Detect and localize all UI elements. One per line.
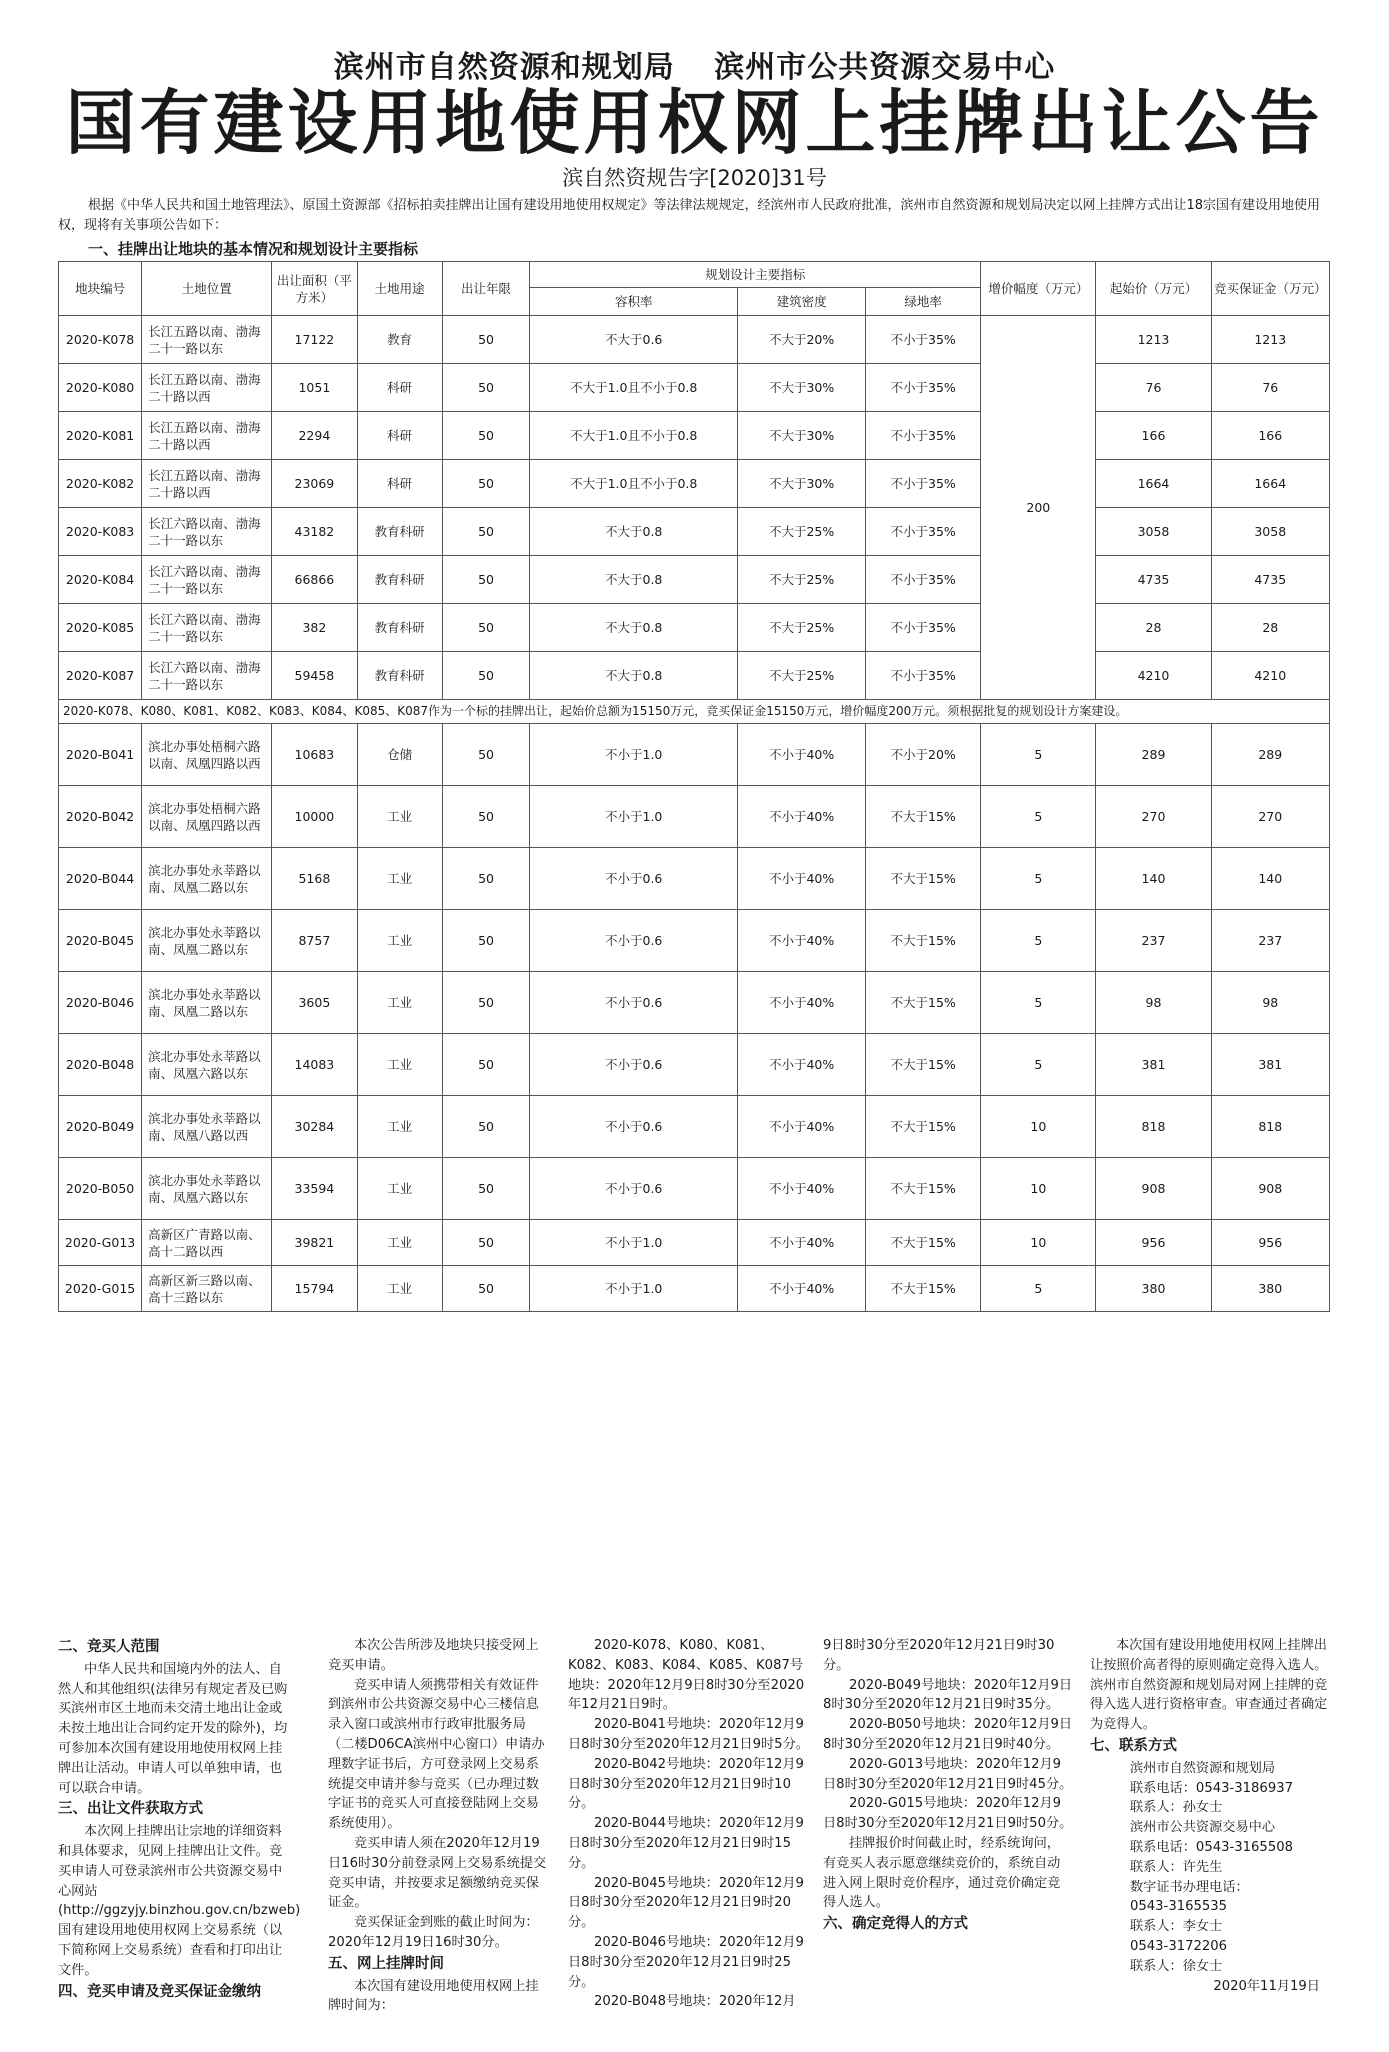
- location-cell: 长江六路以南、渤海二十一路以东: [142, 604, 272, 652]
- far-cell: 不小于1.0: [530, 1266, 738, 1312]
- density-cell: 不小于40%: [738, 1266, 866, 1312]
- column-3: [568, 1636, 816, 2012]
- cert-phone-label: 数字证书办理电话：: [1130, 1879, 1249, 1895]
- use-cell: 工业: [357, 1220, 442, 1266]
- area-cell: 17122: [272, 316, 357, 364]
- table-row: [59, 460, 1330, 508]
- use-cell: 工业: [357, 910, 442, 972]
- use-cell: 科研: [357, 364, 442, 412]
- green-cell: 不大于15%: [866, 1266, 981, 1312]
- column-5: [1090, 1636, 1330, 1996]
- green-cell: 不小于35%: [866, 604, 981, 652]
- parcel-id-cell: 2020-K080: [59, 364, 142, 412]
- col4-para-4: 2020-G015号地块：2020年12月9日8时30分至2020年12月21日9时50分。: [823, 1796, 1073, 1832]
- deposit-cell: 4735: [1211, 556, 1329, 604]
- area-cell: 59458: [272, 652, 357, 700]
- section-3-text: 本次网上挂牌出让宗地的详细资料和具体要求，见网上挂牌出让文件。竞买申请人可登录滨州市公共资源交易中心网站(http://ggzyjy.binzhou.gov.cn/bzweb)国有建设用地使用权网上交易系统（以下简称网上交易系统）查看和打印出让文件。: [58, 1824, 301, 1978]
- col-header-area: 出让面积（平方米）: [272, 262, 357, 316]
- area-cell: 8757: [272, 910, 357, 972]
- deposit-cell: 270: [1211, 786, 1329, 848]
- use-cell: 工业: [357, 972, 442, 1034]
- area-cell: 3605: [272, 972, 357, 1034]
- section-4-title: 四、竞买申请及竞买保证金缴纳: [58, 1983, 261, 2000]
- col4-para-3: 2020-G013号地块：2020年12月9日8时30分至2020年12月21日9时45分。: [823, 1756, 1073, 1792]
- section-6-title: 六、确定竞得人的方式: [823, 1916, 968, 1933]
- green-cell: 不大于15%: [866, 910, 981, 972]
- table-row: [59, 1158, 1330, 1220]
- start-price-cell: 3058: [1096, 508, 1211, 556]
- col-header-location: 土地位置: [142, 262, 272, 316]
- table-row: [59, 316, 1330, 364]
- col-header-term: 出让年限: [442, 262, 529, 316]
- deposit-cell: 289: [1211, 724, 1329, 786]
- green-cell: 不小于35%: [866, 316, 981, 364]
- use-cell: 科研: [357, 412, 442, 460]
- area-cell: 382: [272, 604, 357, 652]
- col-header-increment: 增价幅度（万元）: [981, 262, 1096, 316]
- col2-para-1: 本次公告所涉及地块只接受网上竞买申请。: [328, 1638, 539, 1673]
- parcel-id-cell: 2020-B044: [59, 848, 142, 910]
- term-cell: 50: [442, 1158, 529, 1220]
- location-cell: 滨北办事处永莘路以南、凤凰二路以东: [142, 848, 272, 910]
- contact-org-1: 滨州市自然资源和规划局: [1130, 1760, 1276, 1776]
- far-cell: 不大于1.0且不小于0.8: [530, 460, 738, 508]
- table-row: [59, 1266, 1330, 1312]
- col3-para-5: 2020-B045号地块：2020年12月9日8时30分至2020年12月21日9时20分。: [568, 1875, 804, 1931]
- term-cell: 50: [442, 460, 529, 508]
- deposit-cell: 381: [1211, 1034, 1329, 1096]
- col3-para-7: 2020-B048号地块：2020年12月: [594, 1994, 796, 2010]
- col-header-start-price: 起始价（万元）: [1096, 262, 1211, 316]
- increment-cell: 5: [981, 848, 1096, 910]
- density-cell: 不大于25%: [738, 508, 866, 556]
- area-cell: 33594: [272, 1158, 357, 1220]
- table-row: [59, 972, 1330, 1034]
- area-cell: 30284: [272, 1096, 357, 1158]
- col-header-far: 容积率: [530, 288, 738, 316]
- far-cell: 不小于0.6: [530, 1034, 738, 1096]
- density-cell: 不小于40%: [738, 972, 866, 1034]
- location-cell: 高新区新三路以南、高十三路以东: [142, 1266, 272, 1312]
- col2-para-4: 竞买保证金到账的截止时间为：2020年12月19日16时30分。: [328, 1915, 539, 1950]
- term-cell: 50: [442, 972, 529, 1034]
- term-cell: 50: [442, 316, 529, 364]
- area-cell: 15794: [272, 1266, 357, 1312]
- table-row: [59, 364, 1330, 412]
- document-number: 滨自然资规告字[2020]31号: [562, 166, 827, 190]
- green-cell: 不大于15%: [866, 1158, 981, 1220]
- cert-person-2: 联系人：徐女士: [1130, 1958, 1223, 1974]
- far-cell: 不大于1.0且不小于0.8: [530, 412, 738, 460]
- area-cell: 66866: [272, 556, 357, 604]
- density-cell: 不大于25%: [738, 652, 866, 700]
- far-cell: 不大于0.8: [530, 652, 738, 700]
- column-4: [823, 1636, 1073, 1937]
- cert-phone-2: 0543-3172206: [1130, 1938, 1228, 1954]
- increment-cell: 5: [981, 786, 1096, 848]
- increment-cell: 5: [981, 1266, 1096, 1312]
- col4-para-0: 9日8时30分至2020年12月21日9时30分。: [823, 1638, 1055, 1673]
- term-cell: 50: [442, 1096, 529, 1158]
- increment-cell: 10: [981, 1158, 1096, 1220]
- location-cell: 长江六路以南、渤海二十一路以东: [142, 556, 272, 604]
- increment-cell: 5: [981, 972, 1096, 1034]
- use-cell: 工业: [357, 786, 442, 848]
- term-cell: 50: [442, 652, 529, 700]
- location-cell: 长江五路以南、渤海二十路以西: [142, 364, 272, 412]
- location-cell: 滨北办事处梧桐六路以南、凤凰四路以西: [142, 786, 272, 848]
- col-header-use: 土地用途: [357, 262, 442, 316]
- area-cell: 14083: [272, 1034, 357, 1096]
- term-cell: 50: [442, 910, 529, 972]
- table-row: [59, 1034, 1330, 1096]
- col-header-plan-group: 规划设计主要指标: [530, 262, 981, 288]
- table-row: [59, 724, 1330, 786]
- far-cell: 不大于1.0且不小于0.8: [530, 364, 738, 412]
- start-price-cell: 380: [1096, 1266, 1211, 1312]
- parcel-id-cell: 2020-G015: [59, 1266, 142, 1312]
- section-2-title: 二、竞买人范围: [58, 1639, 160, 1655]
- start-price-cell: 289: [1096, 724, 1211, 786]
- density-cell: 不小于40%: [738, 848, 866, 910]
- use-cell: 教育科研: [357, 652, 442, 700]
- col3-para-1: 2020-K078、K080、K081、K082、K083、K084、K085、K087号地块：2020年12月9日8时30分至2020年12月21日9时。: [568, 1638, 805, 1713]
- start-price-cell: 270: [1096, 786, 1211, 848]
- use-cell: 教育: [357, 316, 442, 364]
- parcel-id-cell: 2020-K087: [59, 652, 142, 700]
- col4-para-2: 2020-B050号地块：2020年12月9日8时30分至2020年12月21日9时40分。: [823, 1717, 1073, 1752]
- start-price-cell: 140: [1096, 848, 1211, 910]
- area-cell: 39821: [272, 1220, 357, 1266]
- increment-merged-cell: 200: [981, 316, 1096, 700]
- location-cell: 高新区广青路以南、高十二路以西: [142, 1220, 272, 1266]
- start-price-cell: 1664: [1096, 460, 1211, 508]
- col2-para-3: 竞买申请人须在2020年12月19日16时30分前登录网上交易系统提交竞买申请，并按要求足额缴纳竞买保证金。: [328, 1835, 547, 1911]
- col4-para-5: 挂牌报价时间截止时，经系统询问，有竞买人表示愿意继续竞价的，系统自动进入网上限时竞价程序，通过竞价确定竞得人选人。: [823, 1835, 1061, 1911]
- far-cell: 不小于0.6: [530, 1096, 738, 1158]
- contact-org-2: 滨州市公共资源交易中心: [1130, 1820, 1276, 1836]
- use-cell: 工业: [357, 848, 442, 910]
- far-cell: 不小于0.6: [530, 910, 738, 972]
- parcel-id-cell: 2020-K083: [59, 508, 142, 556]
- location-cell: 滨北办事处永莘路以南、凤凰八路以西: [142, 1096, 272, 1158]
- start-price-cell: 166: [1096, 412, 1211, 460]
- start-price-cell: 76: [1096, 364, 1211, 412]
- parcel-id-cell: 2020-B042: [59, 786, 142, 848]
- start-price-cell: 381: [1096, 1034, 1211, 1096]
- table-row: [59, 412, 1330, 460]
- use-cell: 教育科研: [357, 604, 442, 652]
- area-cell: 1051: [272, 364, 357, 412]
- deposit-cell: 4210: [1211, 652, 1329, 700]
- green-cell: 不大于15%: [866, 786, 981, 848]
- density-cell: 不小于40%: [738, 724, 866, 786]
- start-price-cell: 28: [1096, 604, 1211, 652]
- parcel-id-cell: 2020-B048: [59, 1034, 142, 1096]
- green-cell: 不小于20%: [866, 724, 981, 786]
- green-cell: 不大于15%: [866, 1220, 981, 1266]
- contact-phone-2: 联系电话：0543-3165508: [1130, 1839, 1293, 1855]
- col-header-density: 建筑密度: [738, 288, 866, 316]
- use-cell: 教育科研: [357, 556, 442, 604]
- parcel-id-cell: 2020-K078: [59, 316, 142, 364]
- deposit-cell: 28: [1211, 604, 1329, 652]
- table-row: [59, 508, 1330, 556]
- density-cell: 不小于40%: [738, 1034, 866, 1096]
- start-price-cell: 956: [1096, 1220, 1211, 1266]
- green-cell: 不大于15%: [866, 848, 981, 910]
- parcel-table: [58, 261, 1330, 1312]
- deposit-cell: 76: [1211, 364, 1329, 412]
- table-row: [59, 652, 1330, 700]
- use-cell: 工业: [357, 1096, 442, 1158]
- density-cell: 不小于40%: [738, 1220, 866, 1266]
- deposit-cell: 3058: [1211, 508, 1329, 556]
- col3-para-4: 2020-B044号地块：2020年12月9日8时30分至2020年12月21日9时15分。: [568, 1816, 804, 1871]
- green-cell: 不大于15%: [866, 972, 981, 1034]
- term-cell: 50: [442, 1034, 529, 1096]
- far-cell: 不大于0.8: [530, 508, 738, 556]
- column-2: [328, 1636, 550, 2016]
- density-cell: 不小于40%: [738, 1158, 866, 1220]
- location-cell: 长江五路以南、渤海二十路以西: [142, 412, 272, 460]
- green-cell: 不小于35%: [866, 364, 981, 412]
- cert-person-1: 联系人：李女士: [1130, 1919, 1223, 1935]
- far-cell: 不大于0.8: [530, 604, 738, 652]
- table-row: [59, 556, 1330, 604]
- start-price-cell: 237: [1096, 910, 1211, 972]
- parcel-id-cell: 2020-B049: [59, 1096, 142, 1158]
- deposit-cell: 237: [1211, 910, 1329, 972]
- group-note-cell: 2020-K078、K080、K081、K082、K083、K084、K085、K087作为一个标的挂牌出让，起始价总额为15150万元，竞买保证金15150万元，增价幅度200万元。须根据批复的规划设计方案建设。: [59, 700, 1330, 724]
- density-cell: 不大于30%: [738, 364, 866, 412]
- deposit-cell: 1664: [1211, 460, 1329, 508]
- section-2-text: 中华人民共和国境内外的法人、自然人和其他组织(法律另有规定者及已购买滨州市区土地而未交清土地出让金或未按土地出让合同约定开发的除外)，均可参加本次国有建设用地使用权网上挂牌出让活动。申请人可以单独申请，也可以联合申请。: [58, 1661, 288, 1796]
- deposit-cell: 380: [1211, 1266, 1329, 1312]
- contact-person-1: 联系人：孙女士: [1130, 1800, 1223, 1816]
- announcement-date: 2020年11月19日: [1213, 1978, 1320, 1994]
- page-title: 国有建设用地使用权网上挂牌出让公告: [65, 82, 1324, 164]
- term-cell: 50: [442, 1220, 529, 1266]
- term-cell: 50: [442, 508, 529, 556]
- use-cell: 仓储: [357, 724, 442, 786]
- term-cell: 50: [442, 412, 529, 460]
- col2-para-2: 竞买申请人须携带相关有效证件到滨州市公共资源交易中心三楼信息录入窗口或滨州市行政审批服务局（二楼D06CA滨州中心窗口）申请办理数字证书后，方可登录网上交易系统提交申请并参与竞买（已办理过数字证书的竞买人可直接登陆网上交易系统使用）。: [328, 1677, 545, 1832]
- far-cell: 不大于0.6: [530, 316, 738, 364]
- start-price-cell: 1213: [1096, 316, 1211, 364]
- location-cell: 长江五路以南、渤海二十路以西: [142, 460, 272, 508]
- density-cell: 不大于30%: [738, 460, 866, 508]
- use-cell: 工业: [357, 1034, 442, 1096]
- density-cell: 不小于40%: [738, 786, 866, 848]
- table-row: [59, 848, 1330, 910]
- density-cell: 不大于20%: [738, 316, 866, 364]
- density-cell: 不大于25%: [738, 556, 866, 604]
- parcel-id-cell: 2020-B050: [59, 1158, 142, 1220]
- deposit-cell: 98: [1211, 972, 1329, 1034]
- density-cell: 不大于30%: [738, 412, 866, 460]
- green-cell: 不小于35%: [866, 556, 981, 604]
- parcel-id-cell: 2020-K085: [59, 604, 142, 652]
- intro-paragraph: 根据《中华人民共和国土地管理法》、原国土资源部《招标拍卖挂牌出让国有建设用地使用权规定》等法律法规规定，经滨州市人民政府批准，滨州市自然资源和规划局决定以网上挂牌方式出让18宗国有建设用地使用权，现将有关事项公告如下：: [58, 198, 1321, 233]
- table-row: [59, 1220, 1330, 1266]
- deposit-cell: 1213: [1211, 316, 1329, 364]
- far-cell: 不大于0.8: [530, 556, 738, 604]
- org-trading-center: 滨州市公共资源交易中心: [714, 50, 1056, 85]
- term-cell: 50: [442, 724, 529, 786]
- org-natural-resources: 滨州市自然资源和规划局: [333, 50, 675, 85]
- start-price-cell: 4735: [1096, 556, 1211, 604]
- green-cell: 不小于35%: [866, 412, 981, 460]
- deposit-cell: 166: [1211, 412, 1329, 460]
- location-cell: 滨北办事处永莘路以南、凤凰六路以东: [142, 1034, 272, 1096]
- col3-para-2: 2020-B041号地块：2020年12月9日8时30分至2020年12月21日9时5分。: [568, 1717, 809, 1752]
- green-cell: 不小于35%: [866, 652, 981, 700]
- cert-phone-1: 0543-3165535: [1130, 1899, 1228, 1915]
- location-cell: 长江六路以南、渤海二十一路以东: [142, 508, 272, 556]
- use-cell: 教育科研: [357, 508, 442, 556]
- contact-phone-1: 联系电话：0543-3186937: [1130, 1780, 1293, 1796]
- far-cell: 不小于1.0: [530, 724, 738, 786]
- term-cell: 50: [442, 848, 529, 910]
- col-header-parcel-id: 地块编号: [59, 262, 142, 316]
- term-cell: 50: [442, 556, 529, 604]
- start-price-cell: 98: [1096, 972, 1211, 1034]
- section-3-title: 三、出让文件获取方式: [58, 1801, 203, 1818]
- group-note-row: [59, 700, 1330, 724]
- far-cell: 不小于1.0: [530, 786, 738, 848]
- location-cell: 长江六路以南、渤海二十一路以东: [142, 652, 272, 700]
- col-header-green: 绿地率: [866, 288, 981, 316]
- increment-cell: 5: [981, 724, 1096, 786]
- start-price-cell: 908: [1096, 1158, 1211, 1220]
- parcel-id-cell: 2020-G013: [59, 1220, 142, 1266]
- col3-para-3: 2020-B042号地块：2020年12月9日8时30分至2020年12月21日9时10分。: [568, 1756, 804, 1812]
- deposit-cell: 818: [1211, 1096, 1329, 1158]
- column-1: [58, 1636, 301, 2004]
- section-7-title: 七、联系方式: [1090, 1737, 1177, 1754]
- deposit-cell: 956: [1211, 1220, 1329, 1266]
- col4-para-1: 2020-B049号地块：2020年12月9日8时30分至2020年12月21日9时35分。: [823, 1677, 1073, 1713]
- parcel-id-cell: 2020-K084: [59, 556, 142, 604]
- density-cell: 不大于25%: [738, 604, 866, 652]
- table-row: [59, 910, 1330, 972]
- deposit-cell: 908: [1211, 1158, 1329, 1220]
- term-cell: 50: [442, 786, 529, 848]
- deposit-cell: 140: [1211, 848, 1329, 910]
- density-cell: 不小于40%: [738, 1096, 866, 1158]
- col-header-deposit: 竞买保证金（万元）: [1211, 262, 1329, 316]
- parcel-id-cell: 2020-K081: [59, 412, 142, 460]
- parcel-id-cell: 2020-B045: [59, 910, 142, 972]
- table-row: [59, 604, 1330, 652]
- far-cell: 不小于0.6: [530, 1158, 738, 1220]
- area-cell: 43182: [272, 508, 357, 556]
- parcel-id-cell: 2020-B041: [59, 724, 142, 786]
- green-cell: 不大于15%: [866, 1096, 981, 1158]
- green-cell: 不小于35%: [866, 508, 981, 556]
- term-cell: 50: [442, 364, 529, 412]
- col5-para-1: 本次国有建设用地使用权网上挂牌出让按照价高者得的原则确定竞得入选人。滨州市自然资源和规划局对网上挂牌的竞得入选人进行资格审查。审查通过者确定为竞得人。: [1090, 1638, 1328, 1733]
- area-cell: 2294: [272, 412, 357, 460]
- area-cell: 5168: [272, 848, 357, 910]
- increment-cell: 5: [981, 1034, 1096, 1096]
- section-5-title: 五、网上挂牌时间: [328, 1955, 444, 1972]
- col2-para-5: 本次国有建设用地使用权网上挂牌时间为：: [328, 1978, 539, 2014]
- green-cell: 不大于15%: [866, 1034, 981, 1096]
- increment-cell: 10: [981, 1096, 1096, 1158]
- area-cell: 10000: [272, 786, 357, 848]
- far-cell: 不小于0.6: [530, 848, 738, 910]
- far-cell: 不小于1.0: [530, 1220, 738, 1266]
- table-row: [59, 786, 1330, 848]
- location-cell: 滨北办事处永莘路以南、凤凰二路以东: [142, 910, 272, 972]
- location-cell: 滨北办事处梧桐六路以南、凤凰四路以西: [142, 724, 272, 786]
- area-cell: 23069: [272, 460, 357, 508]
- parcel-id-cell: 2020-B046: [59, 972, 142, 1034]
- start-price-cell: 818: [1096, 1096, 1211, 1158]
- use-cell: 工业: [357, 1158, 442, 1220]
- green-cell: 不小于35%: [866, 460, 981, 508]
- location-cell: 滨北办事处永莘路以南、凤凰六路以东: [142, 1158, 272, 1220]
- parcel-id-cell: 2020-K082: [59, 460, 142, 508]
- increment-cell: 10: [981, 1220, 1096, 1266]
- term-cell: 50: [442, 604, 529, 652]
- use-cell: 科研: [357, 460, 442, 508]
- table-row: [59, 1096, 1330, 1158]
- col3-para-6: 2020-B046号地块：2020年12月9日8时30分至2020年12月21日9时25分。: [568, 1934, 804, 1990]
- density-cell: 不小于40%: [738, 910, 866, 972]
- term-cell: 50: [442, 1266, 529, 1312]
- section-1-title: 一、挂牌出让地块的基本情况和规划设计主要指标: [88, 240, 419, 258]
- use-cell: 工业: [357, 1266, 442, 1312]
- location-cell: 长江五路以南、渤海二十一路以东: [142, 316, 272, 364]
- location-cell: 滨北办事处永莘路以南、凤凰二路以东: [142, 972, 272, 1034]
- far-cell: 不小于0.6: [530, 972, 738, 1034]
- area-cell: 10683: [272, 724, 357, 786]
- start-price-cell: 4210: [1096, 652, 1211, 700]
- contact-person-2: 联系人：许先生: [1130, 1859, 1223, 1875]
- increment-cell: 5: [981, 910, 1096, 972]
